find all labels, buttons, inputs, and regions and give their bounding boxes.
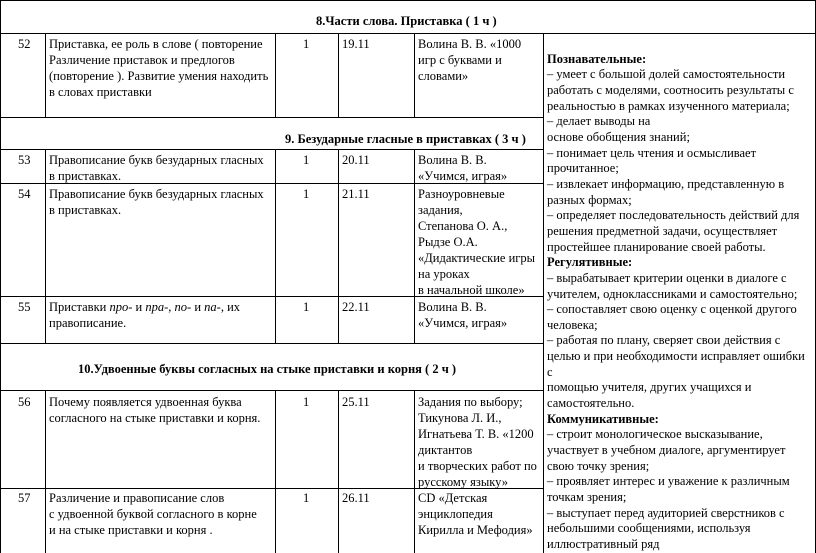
row-52-topic: Приставка, ее роль в слове ( повторение Различение приставок и предлогов (повторение ). Развитие умения находить в словах приставки <box>49 37 269 99</box>
section-heading-9: 9. Безударные гласные в приставках ( 3 ч ) <box>285 132 526 146</box>
prefix-pro: про- <box>109 300 133 314</box>
rule-after-row-55 <box>0 343 543 344</box>
row-54-resources: Разноуровневые задания, Степанова О. А., Рыдзе О.А. «Дидактические игры на уроках в начальной школе» <box>418 187 536 297</box>
topic-text-line2: правописание. <box>49 316 127 330</box>
row-52-date: 19.11 <box>342 37 370 51</box>
col-sep <box>338 33 339 117</box>
rule-after-section-9 <box>0 149 543 150</box>
row-54-number: 54 <box>18 187 31 201</box>
row-52-number: 52 <box>18 37 31 51</box>
cognitive-text: – умеет с большой долей самостоятельности работать с моделями, соотносить результаты с реальностью в рамках изученного материала; – делает выводы на основе обобщения знаний; – понимает цель чтения и осмысливает прочитанное; – извлекает информацию, представленную в разных формах; – определяет последовательность действий для решения предметной задачи, осуществляет простейшее планирование своей работы. <box>547 67 800 254</box>
rule-after-section-8 <box>0 33 816 34</box>
row-55-date: 22.11 <box>342 300 370 314</box>
row-55-number: 55 <box>18 300 31 314</box>
col-sep <box>414 33 415 117</box>
border-left <box>0 0 1 553</box>
topic-text: , <box>168 300 175 314</box>
row-57-date: 26.11 <box>342 491 370 505</box>
row-52-resources: Волина В. В. «1000 игр с буквами и словами» <box>418 37 522 83</box>
topic-text: и <box>191 300 205 314</box>
col-sep <box>45 149 46 343</box>
row-55-resources: Волина В. В. «Учимся, играя» <box>418 300 508 330</box>
prefix-po: по- <box>174 300 192 314</box>
section-heading-10: 10.Удвоенные буквы согласных на стыке приставки и корня ( 2 ч ) <box>78 362 457 376</box>
learning-skills-column <box>547 36 813 553</box>
prefix-pra: пра- <box>145 300 169 314</box>
row-53-number: 53 <box>18 153 31 167</box>
topic-text: Приставки <box>49 300 110 314</box>
row-53-topic: Правописание букв безударных гласных в приставках. <box>49 153 264 183</box>
row-57-number: 57 <box>18 491 31 505</box>
cognitive-heading: Познавательные: <box>547 51 647 66</box>
row-53-resources: Волина В. В. «Учимся, играя» <box>418 153 508 183</box>
col-sep <box>414 390 415 553</box>
row-56-topic: Почему появляется удвоенная буква согласного на стыке приставки и корня. <box>49 395 261 425</box>
regulatory-text: – вырабатывает критерии оценки в диалоге с учителем, одноклассниками и самостоятельно; – сопоставляет свою оценку с оценкой другого человека; – работая по плану, сверяет свои действия с целью и при необходимости исправляет ошибки с помощью учителя, других учащихся и самостоятельно. <box>547 270 805 411</box>
row-54-topic: Правописание букв безударных гласных в приставках. <box>49 187 264 217</box>
row-57-topic: Различение и правописание слов с удвоенной буквой согласного в корне и на стыке приставки и корня . <box>49 491 257 537</box>
col-sep <box>45 390 46 553</box>
communicative-heading: Коммуникативные: <box>547 411 659 426</box>
row-56-date: 25.11 <box>342 395 370 409</box>
border-top <box>0 0 816 1</box>
col-sep <box>338 149 339 343</box>
col-sep <box>45 33 46 117</box>
row-55-hours: 1 <box>303 300 310 314</box>
row-55-topic <box>49 299 273 331</box>
topic-text: и <box>132 300 146 314</box>
rule-after-section-10 <box>0 390 543 391</box>
row-57-resources: CD «Детская энциклопедия Кирилла и Мефодия» <box>418 491 533 537</box>
ukd-column-border <box>543 33 544 553</box>
col-sep <box>414 149 415 343</box>
prefix-pa: па- <box>204 300 221 314</box>
row-56-resources: Задания по выбору; Тикунова Л. И., Игнатьева Т. В. «1200 диктантов и творческих работ по русскому языку» <box>418 395 537 489</box>
topic-text: , их <box>220 300 241 314</box>
regulatory-heading: Регулятивные: <box>547 255 633 270</box>
communicative-text: – строит монологическое высказывание, участвует в учебном диалоге, аргументирует свою точку зрения; – проявляет интерес и уважение к различным точкам зрения; – выступает перед аудиторией сверстников с небольшими сообщениями, используя иллюстративный ряд <box>547 427 790 551</box>
rule-after-row-52 <box>0 117 543 118</box>
row-53-date: 20.11 <box>342 153 370 167</box>
col-sep <box>338 390 339 553</box>
col-sep <box>275 390 276 553</box>
col-sep <box>275 33 276 117</box>
row-53-hours: 1 <box>303 153 310 167</box>
section-heading-8: 8.Части слова. Приставка ( 1 ч ) <box>316 14 497 28</box>
row-57-hours: 1 <box>303 491 310 505</box>
row-54-date: 21.11 <box>342 187 370 201</box>
row-56-number: 56 <box>18 395 31 409</box>
row-56-hours: 1 <box>303 395 310 409</box>
col-sep <box>275 149 276 343</box>
row-54-hours: 1 <box>303 187 310 201</box>
row-52-hours: 1 <box>303 37 310 51</box>
